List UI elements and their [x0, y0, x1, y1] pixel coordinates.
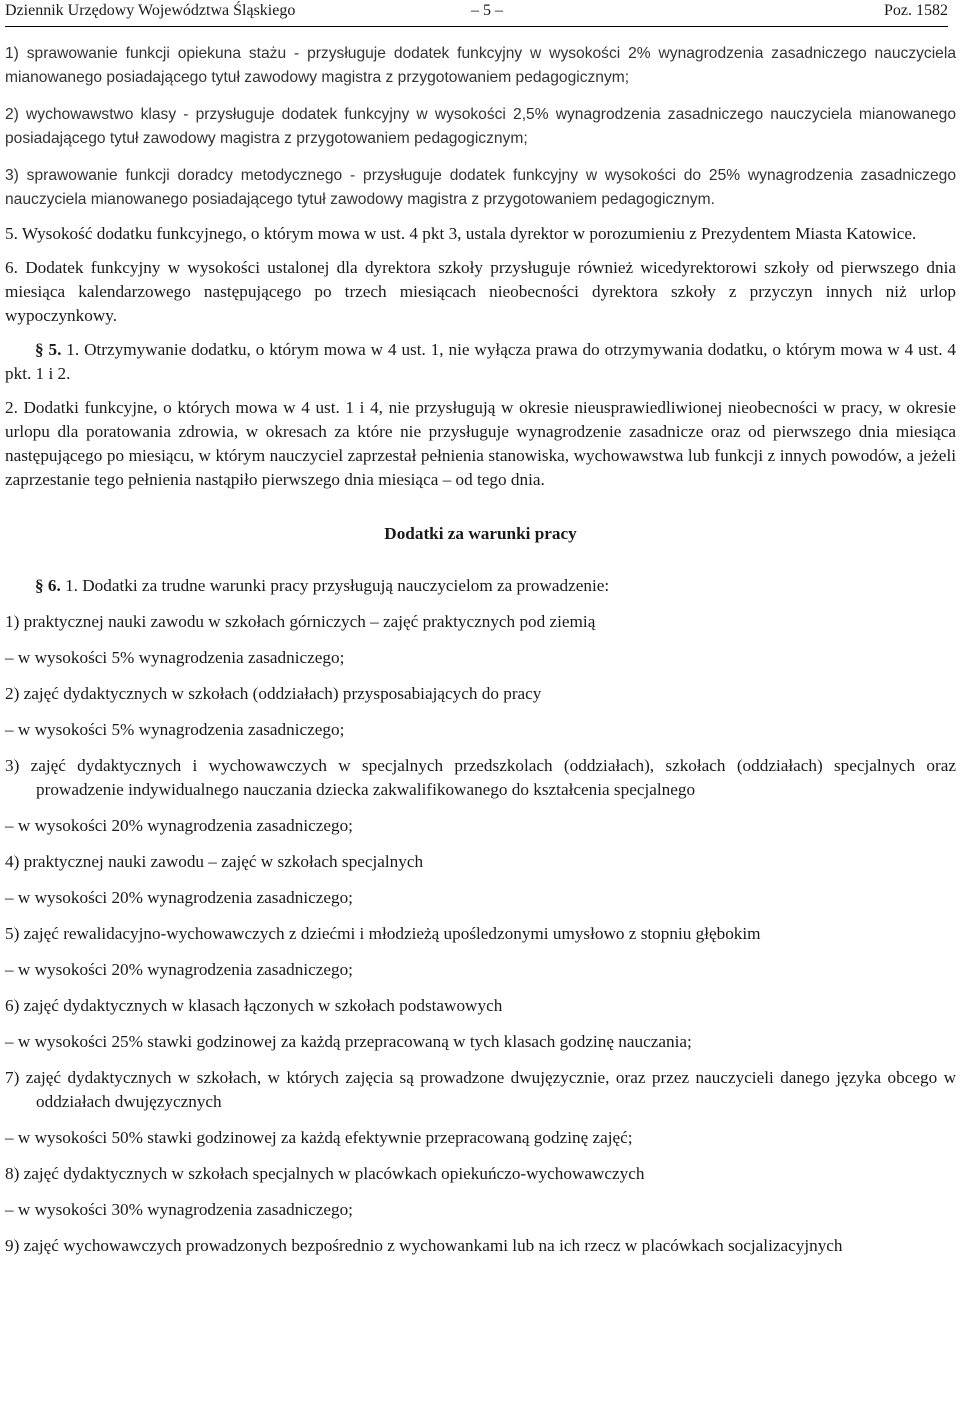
allowance-list	[5, 610, 956, 1258]
section-number: § 6.	[35, 576, 61, 595]
section-6-intro-text: 1. Dodatki za trudne warunki pracy przysługują nauczycielom za prowadzenie:	[60, 576, 610, 595]
paragraph-class-tutor: 2) wychowawstwo klasy - przysługuje dodatek funkcyjny w wysokości 2,5% wynagrodzenia zasadniczego nauczyciela mianowanego posiadającego tytuł zawodowy magistra z przygotowaniem pedagogicznym;	[5, 106, 956, 147]
paragraph-methodical-advisor: 3) sprawowanie funkcji doradcy metodycznego - przysługuje dodatek funkcyjny w wysokości do 25% wynagrodzenia zasadniczego nauczyciela mianowanego posiadającego tytuł zawodowy magistra z przygotowaniem pedagogicznym.	[5, 167, 956, 208]
paragraph-mentor-function: 1) sprawowanie funkcji opiekuna stażu - przysługuje dodatek funkcyjny w wysokości 2% wynagrodzenia zasadniczego nauczyciela mianowanego posiadającego tytuł zawodowy magistra z przygotowaniem pedagogicznym;	[5, 45, 956, 86]
list-item-rate: – w wysokości 20% wynagrodzenia zasadniczego;	[5, 816, 353, 835]
list-item: 6) zajęć dydaktycznych w klasach łączonych w szkołach podstawowych	[5, 996, 503, 1015]
list-item: 4) praktycznej nauki zawodu – zajęć w szkołach specjalnych	[5, 852, 424, 871]
list-item-rate: – w wysokości 5% wynagrodzenia zasadniczego;	[5, 648, 345, 667]
list-item-rate: – w wysokości 20% wynagrodzenia zasadniczego;	[5, 888, 353, 907]
list-item: 9) zajęć wychowawczych prowadzonych bezpośrednio z wychowankami lub na ich rzecz w placówkach socjalizacyjnych	[5, 1236, 843, 1255]
list-item: 7) zajęć dydaktycznych w szkołach, w których zajęcia są prowadzone dwujęzycznie, oraz przez nauczycieli danego języka obcego w oddziałach dwujęzycznych	[5, 1068, 956, 1111]
document-body	[5, 42, 956, 1258]
section-5-paragraph-1	[5, 338, 956, 386]
page-number: – 5 –	[471, 2, 503, 19]
list-item-rate: – w wysokości 5% wynagrodzenia zasadniczego;	[5, 720, 345, 739]
section-6-intro	[5, 574, 956, 598]
page-header	[5, 0, 948, 27]
list-item-rate: – w wysokości 30% wynagrodzenia zasadniczego;	[5, 1200, 353, 1219]
list-item: 2) zajęć dydaktycznych w szkołach (oddziałach) przysposabiających do pracy	[5, 684, 542, 703]
journal-title: Dziennik Urzędowy Województwa Śląskiego	[5, 2, 296, 19]
paragraph-6: 6. Dodatek funkcyjny w wysokości ustalonej dla dyrektora szkoły przysługuje również wicedyrektorowi szkoły od pierwszego dnia miesiąca kalendarzowego następującego po trzech miesiącach nieobecności dyrektora szkoły z przyczyn innych niż urlop wypoczynkowy.	[5, 258, 956, 325]
list-item-rate: – w wysokości 20% wynagrodzenia zasadniczego;	[5, 960, 353, 979]
list-item-rate: – w wysokości 25% stawki godzinowej za każdą przepracowaną w tych klasach godzinę nauczania;	[5, 1032, 692, 1051]
list-item: 3) zajęć dydaktycznych i wychowawczych w specjalnych przedszkolach (oddziałach), szkołach (oddziałach) specjalnych oraz prowadzenie indywidualnego nauczania dziecka zakwalifikowanego do kształcenia specjalnego	[5, 756, 956, 799]
section-number: § 5.	[35, 340, 62, 359]
position-number: Poz. 1582	[884, 2, 948, 19]
paragraph-5: 5. Wysokość dodatku funkcyjnego, o którym mowa w ust. 4 pkt 3, ustala dyrektor w porozumieniu z Prezydentem Miasta Katowice.	[5, 224, 917, 243]
list-item: 1) praktycznej nauki zawodu w szkołach górniczych – zajęć praktycznych pod ziemią	[5, 612, 596, 631]
list-item: 5) zajęć rewalidacyjno-wychowawczych z dziećmi i młodzieżą upośledzonymi umysłowo z stopniu głębokim	[5, 924, 761, 943]
section-5-paragraph-2: 2. Dodatki funkcyjne, o których mowa w 4 ust. 1 i 4, nie przysługują w okresie nieusprawiedliwionej nieobecności w pracy, w okresie urlopu dla poratowania zdrowia, w okresach za które nie przysługuje wynagrodzenie zasadnicze oraz od pierwszego dnia miesiąca następującego po miesiącu, w którym nauczyciel zaprzestał pełnienia stanowiska, wychowawstwa lub funkcji z innych powodów, a jeżeli zaprzestanie tego pełnienia nastąpiło pierwszego dnia miesiąca – od tego dnia.	[5, 398, 956, 489]
section-heading: Dodatki za warunki pracy	[384, 524, 577, 543]
section-5-text: 1. Otrzymywanie dodatku, o którym mowa w 4 ust. 1, nie wyłącza prawa do otrzymywania dodatku, o którym mowa w 4 ust. 4 pkt. 1 i 2.	[5, 340, 956, 383]
list-item: 8) zajęć dydaktycznych w szkołach specjalnych w placówkach opiekuńczo-wychowawczych	[5, 1164, 645, 1183]
list-item-rate: – w wysokości 50% stawki godzinowej za każdą efektywnie przepracowaną godzinę zajęć;	[5, 1128, 633, 1147]
